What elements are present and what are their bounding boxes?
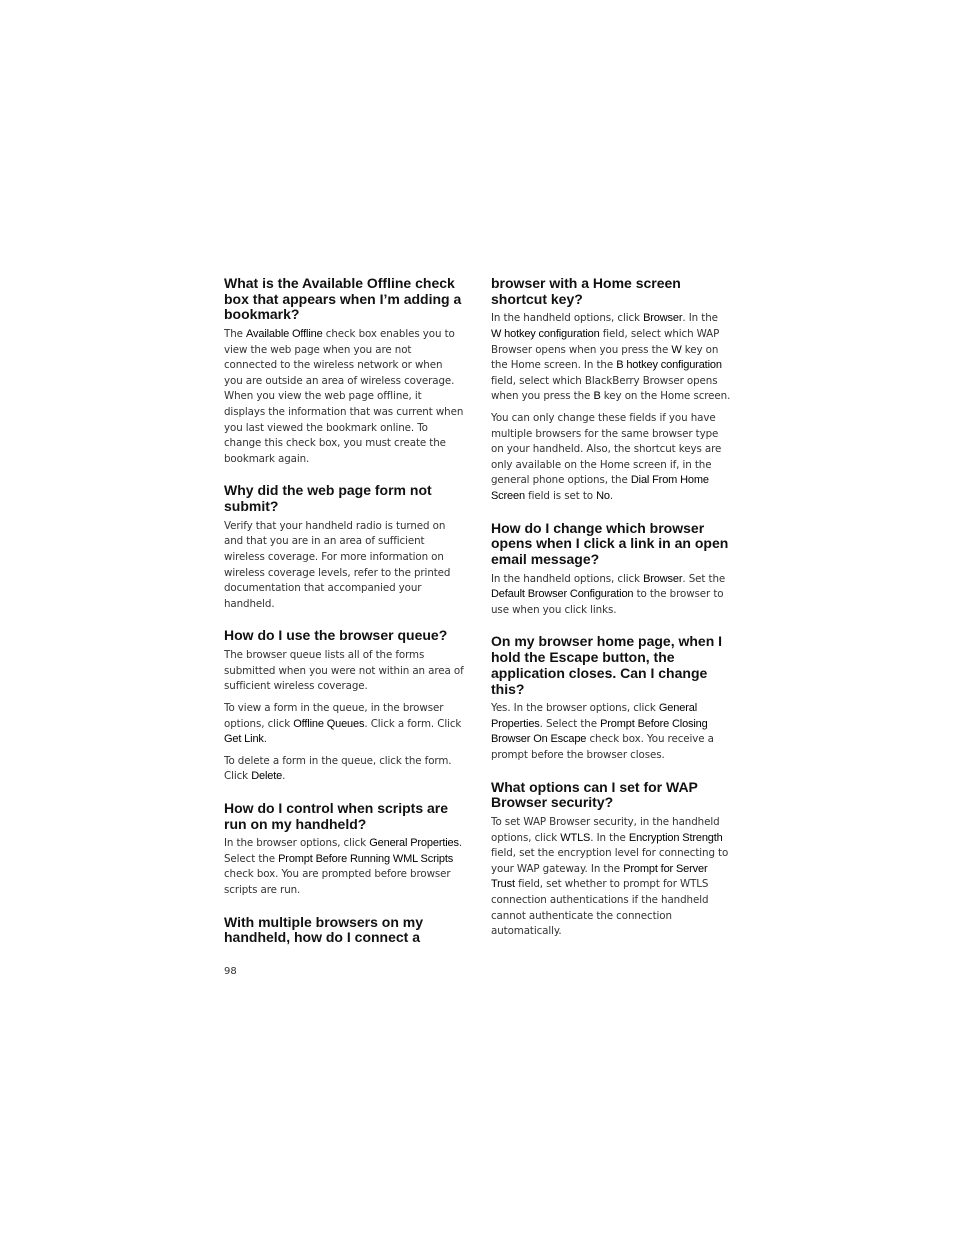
answer-paragraph: Verify that your handheld radio is turned on and that you are in an area of sufficient wireless coverage. For more information on wireless coverage levels, refer to the printed documentation that accompanied your handheld. (224, 519, 451, 610)
answer-paragraph: In the browser options, click General Properties. Select the Prompt Before Running WML Scripts check box. You are prompted before browser scripts are run. (224, 837, 463, 897)
ui-term: Dial From Home Screen (491, 474, 709, 502)
answer-paragraph: To delete a form in the queue, click the form. Click Delete. (224, 754, 452, 783)
answer-paragraph: In the handheld options, click Browser. In the W hotkey configuration field, select which WAP Browser opens when you press the W key on the Home screen. In the B hotkey configuration field, select which BlackBerry Browser opens when you press the B key on the Home screen. (491, 312, 731, 403)
ui-term: Delete (251, 770, 283, 783)
faq-multiple-browsers (224, 915, 464, 946)
ui-term: Browser (643, 572, 683, 585)
faq-escape-closes (491, 634, 731, 763)
faq-wap-security (491, 780, 731, 940)
answer-paragraph: In the handheld options, click Browser. Set the Default Browser Configuration to the browser to use when you click links. (491, 572, 726, 616)
faq-change-link-browser (491, 521, 731, 619)
faq-browser-queue (224, 628, 464, 784)
question-heading: How do I use the browser queue? (224, 627, 448, 644)
question-heading: How do I control when scripts are run on my handheld? (224, 799, 449, 832)
answer-paragraph: To set WAP Browser security, in the handheld options, click WTLS. In the Encryption Strength field, set the encryption level for connecting to your WAP gateway. In the Prompt for Server Trust field, set whether to prompt for WTLS connection authentications if the handheld cannot authenticate the connection automatically. (491, 816, 729, 938)
ui-term: Browser (643, 312, 683, 325)
ui-term: Available Offline (246, 328, 323, 341)
question-heading: What options can I set for WAP Browser security? (491, 778, 698, 811)
ui-term: Prompt for Server Trust (491, 862, 708, 891)
faq-control-scripts (224, 801, 464, 899)
ui-term: Encryption Strength (628, 831, 723, 844)
question-heading: browser with a Home screen shortcut key? (491, 275, 681, 307)
ui-term: Default Browser Configuration (491, 588, 634, 601)
page-number: 98 (224, 966, 237, 977)
ui-term: W (671, 343, 682, 356)
answer-paragraph: You can only change these fields if you have multiple browsers for the same browser type on your handheld. Also, the shortcut keys are only available on the Home screen if, in the general phone options, the Dial From Home Screen field is set to No. (491, 411, 722, 502)
ui-term: Prompt Before Closing Browser On Escape (491, 717, 708, 746)
answer-paragraph: The Available Offline check box enables you to view the web page when you are not connected to the wireless network or when you are outside an area of wireless coverage. When you view the web page offline, it displays the information that was current when you last viewed the bookmark online. To change this check box, you must create the bookmark again. (224, 328, 464, 465)
right-column (491, 276, 731, 956)
question-heading: How do I change which browser opens when I click a link in an open email message? (491, 519, 729, 567)
ui-term: WTLS (560, 831, 591, 844)
ui-term: No (596, 489, 610, 502)
left-column (224, 276, 464, 962)
faq-multiple-browsers-continued (491, 276, 731, 505)
ui-term: General Properties (491, 702, 697, 730)
answer-paragraph: Yes. In the browser options, click General Properties. Select the Prompt Before Closing Browser On Escape check box. You receive a prompt before the browser closes. (491, 702, 714, 762)
answer-paragraph: The browser queue lists all of the forms submitted when you were not within an area of sufficient wireless coverage. (224, 649, 464, 693)
ui-term: B hotkey configuration (616, 359, 722, 372)
faq-available-offline (224, 276, 464, 467)
ui-term: W hotkey configuration (491, 328, 600, 340)
ui-term: General Properties (369, 837, 459, 850)
question-heading: On my browser home page, when I hold the Escape button, the application closes. Can I change this? (491, 633, 723, 697)
ui-term: Get Link (224, 733, 264, 746)
ui-term: Prompt Before Running WML Scripts (278, 852, 454, 865)
faq-form-not-submit (224, 483, 464, 612)
question-heading: With multiple browsers on my handheld, how do I connect a (224, 913, 424, 946)
ui-term: B (593, 390, 601, 403)
ui-term: Offline Queues (293, 717, 365, 730)
answer-paragraph: To view a form in the queue, in the browser options, click Offline Queues. Click a form. Click Get Link. (224, 701, 462, 746)
question-heading: Why did the web page form not submit? (224, 482, 432, 515)
question-heading: What is the Available Offline check box that appears when I’m adding a bookmark? (224, 275, 462, 323)
